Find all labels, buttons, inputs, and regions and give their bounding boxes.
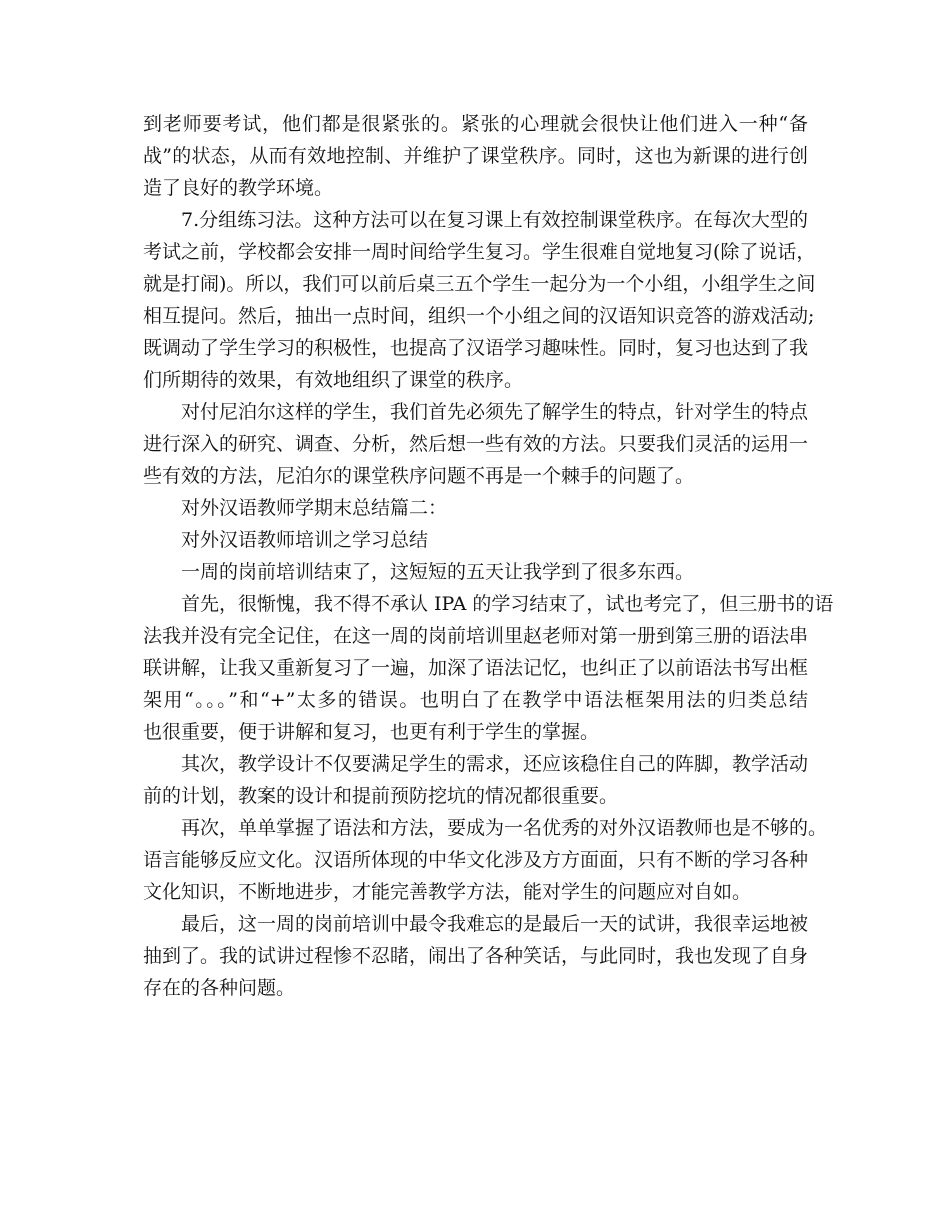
- text-line: 文化知识，不断地进步，才能完善教学方法，能对学生的问题应对自如。: [143, 881, 752, 903]
- text-line: 也很重要，便于讲解和复习，也更有利于学生的掌握。: [143, 721, 600, 743]
- text-line: 们所期待的效果，有效地组织了课堂的秩序。: [143, 369, 524, 391]
- text-line: 战”的状态，从而有效地控制、并维护了课堂秩序。同时，这也为新课的进行创: [143, 145, 808, 167]
- text-line: 一周的岗前培训结束了，这短短的五天让我学到了很多东西。: [181, 561, 695, 583]
- document-body: [143, 108, 834, 1004]
- text-line: 些有效的方法，尼泊尔的课堂秩序问题不再是一个棘手的问题了。: [143, 465, 695, 487]
- text-line: 对付尼泊尔这样的学生，我们首先必须先了解学生的特点，针对学生的特点: [181, 401, 809, 423]
- section-title: 对外汉语教师培训之学习总结: [181, 529, 429, 551]
- text-line: 最后，这一周的岗前培训中最令我难忘的是最后一天的试讲，我很幸运地被: [181, 913, 809, 935]
- text-line: 既调动了学生学习的积极性，也提高了汉语学习趣味性。同时，复习也达到了我: [143, 337, 809, 359]
- text-line: 前的计划，教案的设计和提前预防挖坑的情况都很重要。: [143, 785, 619, 807]
- text-line: 首先，很惭愧，我不得不承认 IPA 的学习结束了，试也考完了，但三册书的语: [181, 593, 834, 615]
- text-line: 存在的各种问题。: [143, 977, 296, 999]
- text-line: 语言能够反应文化。汉语所体现的中华文化涉及方方面面，只有不断的学习各种: [143, 849, 809, 871]
- text-line: 再次，单单掌握了语法和方法，要成为一名优秀的对外汉语教师也是不够的。: [181, 817, 828, 839]
- text-line: 就是打闹)。所以，我们可以前后桌三五个学生一起分为一个小组，小组学生之间: [143, 273, 816, 295]
- text-line: 考试之前，学校都会安排一周时间给学生复习。学生很难自觉地复习(除了说话，: [143, 241, 816, 263]
- section-heading: 对外汉语教师学期末总结篇二：: [181, 497, 448, 519]
- text-line: 相互提问。然后，抽出一点时间，组织一个小组之间的汉语知识竞答的游戏活动;: [143, 305, 815, 327]
- text-line: 造了良好的教学环境。: [143, 177, 334, 199]
- text-line: 进行深入的研究、调查、分析，然后想一些有效的方法。只要我们灵活的运用一: [143, 433, 809, 455]
- text-line: 联讲解，让我又重新复习了一遍，加深了语法记忆，也纠正了以前语法书写出框: [143, 657, 809, 679]
- text-line: 到老师要考试，他们都是很紧张的。紧张的心理就会很快让他们进入一种“备: [143, 113, 808, 135]
- text-line: 法我并没有完全记住，在这一周的岗前培训里赵老师对第一册到第三册的语法串: [143, 625, 809, 647]
- text-line: 抽到了。我的试讲过程惨不忍睹，闹出了各种笑话，与此同时，我也发现了自身: [143, 945, 809, 967]
- text-line: 其次，教学设计不仅要满足学生的需求，还应该稳住自己的阵脚，教学活动: [181, 753, 809, 775]
- text-line: 架用“。。。”和“+”太多的错误。也明白了在教学中语法框架用法的归类总结: [143, 689, 808, 711]
- text-line: 7.分组练习法。这种方法可以在复习课上有效控制课堂秩序。在每次大型的: [181, 209, 808, 231]
